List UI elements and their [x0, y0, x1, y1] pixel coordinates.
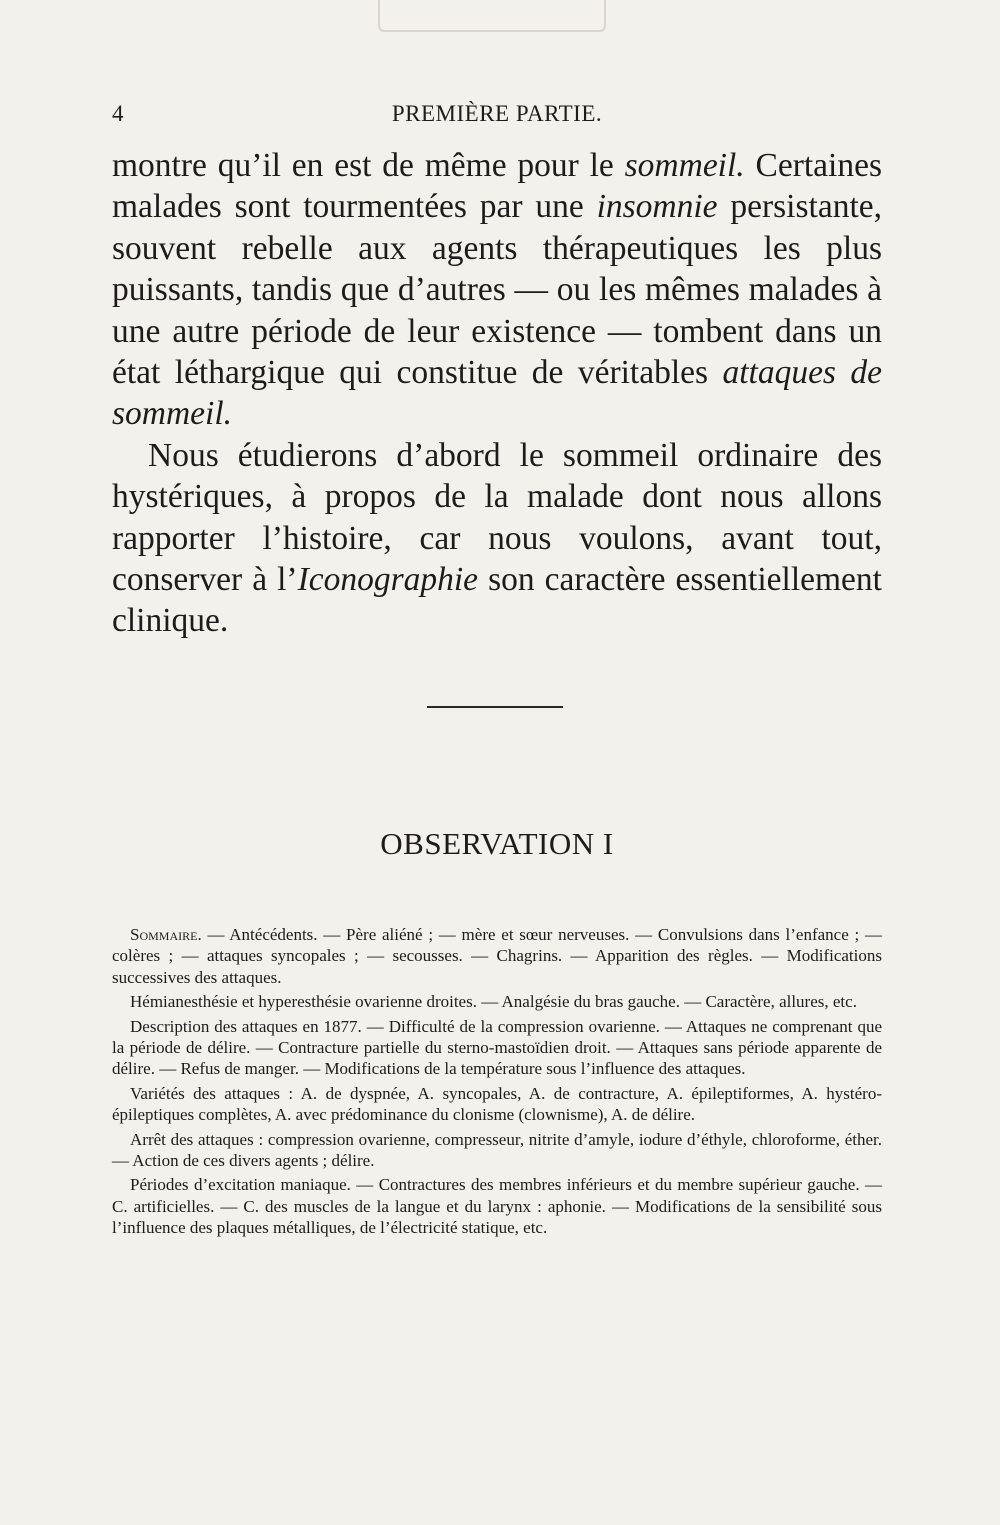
p2-italic-iconographie: Iconographie: [297, 561, 479, 599]
summary-text-1: — Antécédents. — Père aliéné ; — mère et sœur nerveuses. — Convulsions dans l’enfance ; — colères ; — attaques syncopales ; — secousses. — Chagrins. — Apparition des règles. — Modifications successives des attaques.: [112, 925, 882, 987]
p2-text-a: Nous étudierons d’abord le sommeil ordinaire des hystériques, à propos de la malade dont nous allons rapporter l’histoire, car nous voulons, avant tout, conserver à l’: [112, 436, 882, 599]
observation-title: OBSERVATION I: [380, 826, 614, 861]
running-title: PREMIÈRE PARTIE.: [391, 101, 603, 126]
section-divider: [427, 706, 563, 708]
summary-label: Sommaire.: [130, 925, 202, 944]
summary-paragraph-6: Périodes d’excitation maniaque. — Contractures des membres inférieurs et du membre supérieur gauche. — C. artificielles. — C. des muscles de la langue et du larynx : aphonie. — Modifications de la sensibilité sous l’influence des plaques métalliques, de l’électricité statique, etc.: [112, 1175, 882, 1238]
summary-block: [112, 924, 882, 1242]
p1-text-c: persistante, souvent rebelle aux agents thérapeutiques les plus puissants, tandis que d’autres — ou les mêmes malades à une autre période de leur existence — tombent dans un état léthargique qui constitue de véritables: [112, 188, 883, 392]
page-number: 4: [112, 101, 124, 126]
page-header: [112, 101, 882, 133]
summary-paragraph-1: [112, 924, 882, 988]
p1-italic-attaques: attaques de sommeil.: [112, 354, 882, 433]
p1-italic-insomnie: insomnie: [596, 188, 718, 226]
paragraph-2: [112, 435, 882, 642]
p1-text-a: montre qu’il en est de même pour le: [112, 147, 625, 184]
p1-text-b: Certaines malades sont tourmentées par une: [112, 147, 883, 226]
main-text: [112, 145, 882, 642]
paragraph-1: [112, 145, 882, 435]
p2-text-b: son caractère essentiellement clinique.: [112, 561, 882, 640]
p1-italic-sommeil: sommeil.: [624, 147, 745, 184]
summary-paragraph-4: Variétés des attaques : A. de dyspnée, A. syncopales, A. de contracture, A. épileptiformes, A. hystéro-épileptiques complètes, A. avec prédominance du clonisme (clownisme), A. de délire.: [112, 1083, 882, 1125]
summary-paragraph-5: Arrêt des attaques : compression ovarienne, compresseur, nitrite d’amyle, iodure d’éthyle, chloroforme, éther. — Action de ces divers agents ; délire.: [112, 1129, 882, 1171]
summary-paragraph-2: Hémianesthésie et hyperesthésie ovarienne droites. — Analgésie du bras gauche. — Caractère, allures, etc.: [130, 992, 857, 1012]
summary-paragraph-3: Description des attaques en 1877. — Difficulté de la compression ovarienne. — Attaques ne comprenant que la période de délire. — Contracture partielle du sterno-mastoïdien droit. — Attaques sans période apparente de délire. — Refus de manger. — Modifications de la température sous l’influence des attaques.: [112, 1016, 882, 1079]
library-stamp-frame: [378, 0, 606, 32]
